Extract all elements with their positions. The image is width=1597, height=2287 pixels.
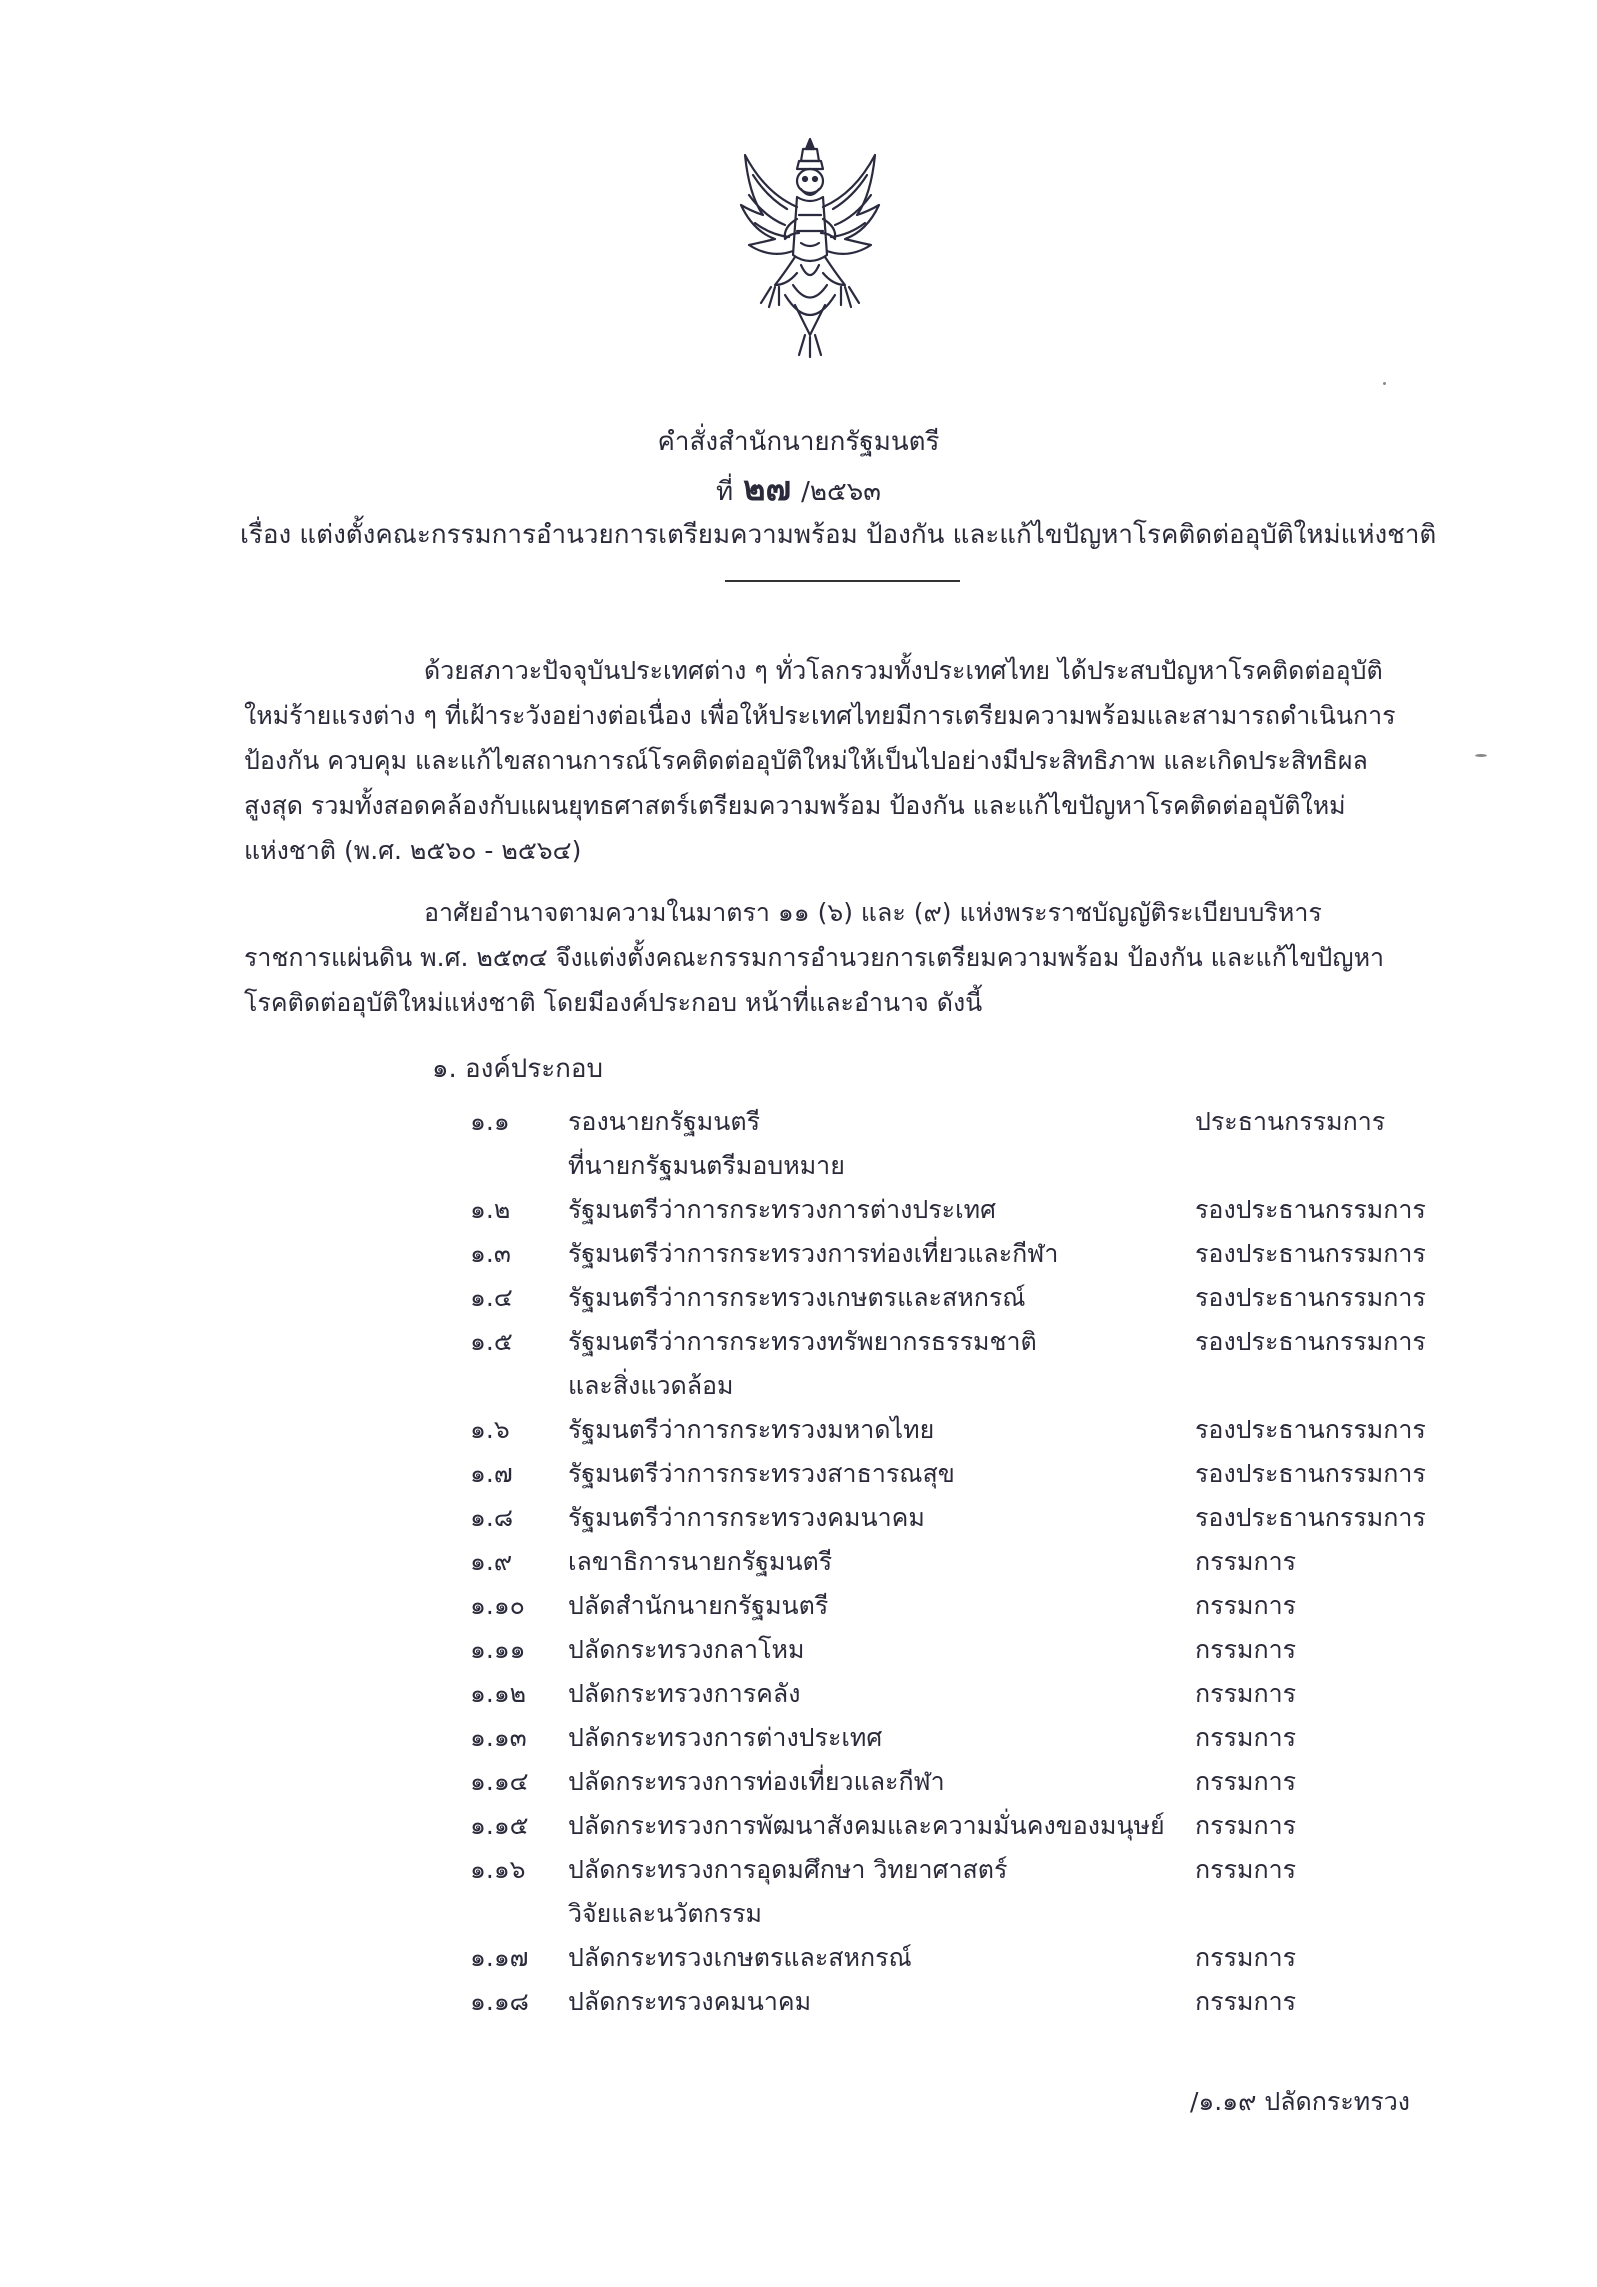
- order-number: [0, 469, 1597, 509]
- member-name: [568, 1540, 1188, 1584]
- member-role: กรรมการ: [1195, 1547, 1297, 1576]
- member-role: กรรมการ: [1195, 1855, 1297, 1884]
- member-number: ๑.๙: [470, 1547, 513, 1576]
- paragraph-line: แห่งชาติ (พ.ศ. ๒๕๖๐ - ๒๕๖๔): [244, 836, 582, 865]
- member-role: กรรมการ: [1195, 1723, 1297, 1752]
- member-role: กรรมการ: [1195, 1591, 1297, 1620]
- member-number: ๑.๑: [470, 1107, 510, 1136]
- member-number: ๑.๑๒: [470, 1679, 527, 1708]
- handwritten-number: ๒๗: [743, 469, 792, 509]
- member-name-line: ปลัดกระทรวงการคลัง: [568, 1679, 801, 1708]
- member-name-line: ปลัดกระทรวงคมนาคม: [568, 1987, 812, 2016]
- member-name: [568, 1936, 1188, 1980]
- section-title: ๑. องค์ประกอบ: [432, 1054, 604, 1084]
- member-number: ๑.๖: [470, 1415, 510, 1444]
- member-role: กรรมการ: [1195, 1767, 1297, 1796]
- member-number: ๑.๑๑: [470, 1635, 526, 1664]
- member-number: ๑.๗: [470, 1459, 513, 1488]
- paragraph-line: สูงสุด รวมทั้งสอดคล้องกับแผนยุทธศาสตร์เตรียมความพร้อม ป้องกัน และแก้ไขปัญหาโรคติดต่ออุบัติใหม่: [244, 791, 1346, 820]
- member-name: [568, 1980, 1188, 2024]
- paragraph-line: ใหม่ร้ายแรงต่าง ๆ ที่เฝ้าระวังอย่างต่อเนื่อง เพื่อให้ประเทศไทยมีการเตรียมความพร้อมและสามารถดำเนินการ: [244, 701, 1396, 730]
- member-name-line: รัฐมนตรีว่าการกระทรวงมหาดไทย: [568, 1415, 935, 1444]
- member-name-line: รัฐมนตรีว่าการกระทรวงคมนาคม: [568, 1503, 925, 1532]
- member-name: [568, 1628, 1188, 1672]
- number-prefix: ที่: [716, 477, 734, 507]
- member-number: ๑.๑๓: [470, 1723, 527, 1752]
- member-name: [568, 1716, 1188, 1760]
- member-role: รองประธานกรรมการ: [1195, 1195, 1426, 1224]
- member-name: [568, 1232, 1188, 1276]
- paragraph-line: ด้วยสภาวะปัจจุบันประเทศต่าง ๆ ทั่วโลกรวมทั้งประเทศไทย ได้ประสบปัญหาโรคติดต่ออุบัติ: [424, 656, 1383, 685]
- member-number: ๑.๑๐: [470, 1591, 525, 1620]
- member-role: กรรมการ: [1195, 1679, 1297, 1708]
- member-name: [568, 1452, 1188, 1496]
- member-number: ๑.๔: [470, 1283, 513, 1312]
- member-number: ๑.๒: [470, 1195, 511, 1224]
- member-name-line: รัฐมนตรีว่าการกระทรวงการท่องเที่ยวและกีฬา: [568, 1239, 1059, 1268]
- member-name: [568, 1188, 1188, 1232]
- member-name: [568, 1100, 1188, 1188]
- member-number: ๑.๑๗: [470, 1943, 529, 1972]
- member-role: กรรมการ: [1195, 1987, 1297, 2016]
- member-role: กรรมการ: [1195, 1811, 1297, 1840]
- member-name: [568, 1584, 1188, 1628]
- member-name-line: ปลัดสำนักนายกรัฐมนตรี: [568, 1591, 829, 1620]
- number-suffix: /๒๕๖๓: [801, 477, 881, 507]
- member-name: [568, 1320, 1188, 1408]
- member-role: รองประธานกรรมการ: [1195, 1283, 1426, 1312]
- paragraph-line: ราชการแผ่นดิน พ.ศ. ๒๕๓๔ จึงแต่งตั้งคณะกรรมการอำนวยการเตรียมความพร้อม ป้องกัน และแก้ไขปัญหา: [244, 943, 1385, 972]
- member-name: [568, 1408, 1188, 1452]
- member-name: [568, 1760, 1188, 1804]
- order-subject: เรื่อง แต่งตั้งคณะกรรมการอำนวยการเตรียมความพร้อม ป้องกัน และแก้ไขปัญหาโรคติดต่ออุบัติใหม่แห่งชาติ: [240, 520, 1437, 550]
- member-name: [568, 1496, 1188, 1540]
- member-name-line: วิจัยและนวัตกรรม: [568, 1899, 763, 1928]
- paragraph-authority: [244, 890, 1434, 1025]
- member-name-line: ปลัดกระทรวงกลาโหม: [568, 1635, 805, 1664]
- scan-speck: [1383, 382, 1386, 385]
- member-name: [568, 1672, 1188, 1716]
- member-number: ๑.๑๖: [470, 1855, 526, 1884]
- member-role: ประธานกรรมการ: [1195, 1107, 1386, 1136]
- member-name-line: ปลัดกระทรวงการท่องเที่ยวและกีฬา: [568, 1767, 945, 1796]
- continuation-note: /๑.๑๙ ปลัดกระทรวง: [1190, 2087, 1410, 2116]
- paragraph-preamble: [244, 648, 1434, 873]
- member-role: รองประธานกรรมการ: [1195, 1415, 1426, 1444]
- member-name-line: รัฐมนตรีว่าการกระทรวงสาธารณสุข: [568, 1459, 955, 1488]
- member-name-line: เลขาธิการนายกรัฐมนตรี: [568, 1547, 833, 1576]
- garuda-emblem-icon: [735, 135, 885, 360]
- member-role: รองประธานกรรมการ: [1195, 1459, 1426, 1488]
- member-number: ๑.๘: [470, 1503, 514, 1532]
- member-name-line: รัฐมนตรีว่าการกระทรวงเกษตรและสหกรณ์: [568, 1283, 1026, 1312]
- scan-speck: [1475, 754, 1487, 757]
- member-name-line: รัฐมนตรีว่าการกระทรวงการต่างประเทศ: [568, 1195, 996, 1224]
- member-role: รองประธานกรรมการ: [1195, 1327, 1426, 1356]
- member-name: [568, 1804, 1188, 1848]
- member-role: รองประธานกรรมการ: [1195, 1503, 1426, 1532]
- member-name-line: ปลัดกระทรวงการต่างประเทศ: [568, 1723, 883, 1752]
- member-number: ๑.๑๘: [470, 1987, 529, 2016]
- member-name: [568, 1848, 1188, 1936]
- member-number: ๑.๕: [470, 1327, 513, 1356]
- member-name-line: ปลัดกระทรวงการพัฒนาสังคมและความมั่นคงของมนุษย์: [568, 1811, 1165, 1840]
- paragraph-line: อาศัยอำนาจตามความในมาตรา ๑๑ (๖) และ (๙) แห่งพระราชบัญญัติระเบียบบริหาร: [424, 898, 1322, 927]
- paragraph-line: ป้องกัน ควบคุม และแก้ไขสถานการณ์โรคติดต่ออุบัติใหม่ให้เป็นไปอย่างมีประสิทธิภาพ และเกิดประสิทธิผล: [244, 746, 1368, 775]
- member-name-line: ปลัดกระทรวงเกษตรและสหกรณ์: [568, 1943, 912, 1972]
- member-name-line: ที่นายกรัฐมนตรีมอบหมาย: [568, 1151, 845, 1180]
- member-number: ๑.๑๕: [470, 1811, 529, 1840]
- member-role: รองประธานกรรมการ: [1195, 1239, 1426, 1268]
- member-name-line: รัฐมนตรีว่าการกระทรวงทรัพยากรธรรมชาติ: [568, 1327, 1037, 1356]
- member-name-line: รองนายกรัฐมนตรี: [568, 1107, 761, 1136]
- order-title: คำสั่งสำนักนายกรัฐมนตรี: [657, 427, 940, 457]
- member-role: กรรมการ: [1195, 1943, 1297, 1972]
- paragraph-line: โรคติดต่ออุบัติใหม่แห่งชาติ โดยมีองค์ประกอบ หน้าที่และอำนาจ ดังนี้: [244, 988, 983, 1017]
- member-name-line: ปลัดกระทรวงการอุดมศึกษา วิทยาศาสตร์: [568, 1855, 1008, 1884]
- member-role: กรรมการ: [1195, 1635, 1297, 1664]
- member-name: [568, 1276, 1188, 1320]
- member-number: ๑.๓: [470, 1239, 511, 1268]
- member-name-line: และสิ่งแวดล้อม: [568, 1371, 734, 1400]
- header-divider: [725, 580, 960, 582]
- member-number: ๑.๑๔: [470, 1767, 529, 1796]
